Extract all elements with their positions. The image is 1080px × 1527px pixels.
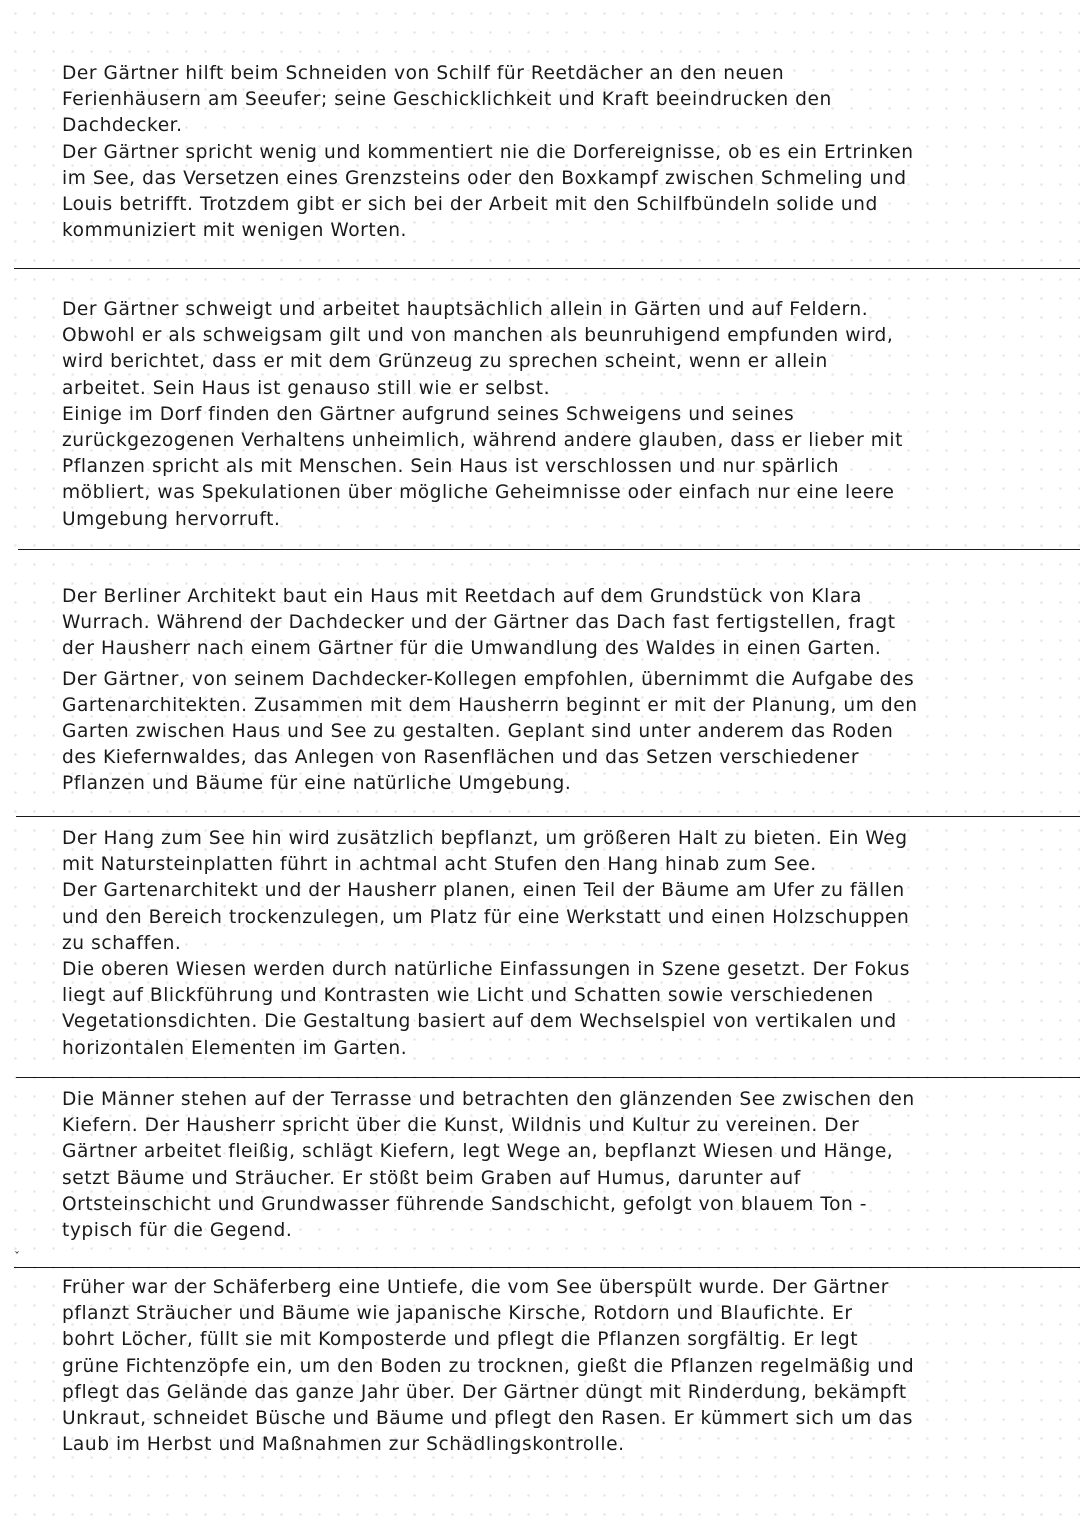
paragraph: Einige im Dorf finden den Gärtner aufgrund seines Schweigens und seines zurückgezogenen Verhaltens unheimlich, während andere glauben, dass er lieber mit Pflanzen spricht als mit Menschen. Sein Haus ist verschlossen und nur spärlich möbliert, was Spekulationen über mögliche Geheimnisse oder einfach nur eine leere Umgebung hervorruft. — [62, 403, 903, 530]
section-divider — [16, 1077, 1080, 1078]
paragraph: Die Männer stehen auf der Terrasse und betrachten den glänzenden See zwischen den Kiefern. Der Hausherr spricht über die Kunst, Wildnis und Kultur zu vereinen. Der Gärtner arbeitet fleißig, schlägt Kiefern, legt Wege an, bepflanzt Wiesen und Hänge, setzt Bäume und Sträucher. Er stößt beim Graben auf Humus, darunter auf Ortsteinschicht und Grundwasser führende Sandschicht, gefolgt von blauem Ton - typisch für die Gegend. — [62, 1089, 915, 1242]
text-section-4 — [62, 826, 1022, 1062]
margin-mark: ˇ — [14, 1250, 20, 1264]
section-divider — [14, 268, 1080, 269]
paragraph: Der Gärtner schweigt und arbeitet hauptsächlich allein in Gärten und auf Feldern. Obwohl er als schweigsam gilt und von manchen als beunruhigend empfunden wird, wird berichtet, dass er mit dem Grünzeug zu sprechen scheint, wenn er allein arbeitet. Sein Haus ist genauso still wie er selbst. — [62, 299, 894, 399]
paragraph: Der Gärtner hilft beim Schneiden von Schilf für Reetdächer an den neuen Ferienhäusern am Seeufer; seine Geschicklichkeit und Kraft beeindrucken den Dachdecker. — [62, 63, 832, 137]
section-divider — [16, 816, 1080, 817]
paragraph: Der Gartenarchitekt und der Hausherr planen, einen Teil der Bäume am Ufer zu fällen und den Bereich trockenzulegen, um Platz für eine Werkstatt und einen Holzschuppen zu schaffen. — [62, 880, 910, 954]
paragraph: Der Berliner Architekt baut ein Haus mit Reetdach auf dem Grundstück von Klara Wurrach. Während der Dachdecker und der Gärtner das Dach fast fertigstellen, fragt der Hausherr nach einem Gärtner für die Umwandlung des Waldes in einen Garten. — [62, 586, 896, 660]
text-section-2 — [62, 297, 1022, 533]
text-section-6 — [62, 1275, 1022, 1458]
paragraph: Der Gärtner, von seinem Dachdecker-Kollegen empfohlen, übernimmt die Aufgabe des Gartenarchitekten. Zusammen mit dem Hausherrn beginnt er mit der Planung, um den Garten zwischen Haus und See zu gestalten. Geplant sind unter anderem das Roden des Kiefernwaldes, das Anlegen von Rasenflächen und das Setzen verschiedener Pflanzen und Bäume für eine natürliche Umgebung. — [62, 668, 918, 795]
section-divider — [14, 1267, 1080, 1268]
paragraph: Der Hang zum See hin wird zusätzlich bepflanzt, um größeren Halt zu bieten. Ein Weg mit Natursteinplatten führt in achtmal acht Stufen den Hang hinab zum See. — [62, 828, 908, 876]
paragraph: Die oberen Wiesen werden durch natürliche Einfassungen in Szene gesetzt. Der Fokus liegt auf Blickführung und Kontrasten wie Licht und Schatten sowie verschiedenen Vegetationsdichten. Die Gestaltung basiert auf dem Wechselspiel von vertikalen und horizontalen Elementen im Garten. — [62, 959, 910, 1059]
paragraph: Der Gärtner spricht wenig und kommentiert nie die Dorfereignisse, ob es ein Ertrinken im See, das Versetzen eines Grenzsteins oder den Boxkampf zwischen Schmeling und Louis betrifft. Trotzdem gibt er sich bei der Arbeit mit den Schilfbündeln solide und kommuniziert mit wenigen Worten. — [62, 141, 914, 242]
text-section-5 — [62, 1087, 1022, 1244]
paragraph: Früher war der Schäferberg eine Untiefe, die vom See überspült wurde. Der Gärtner pflanzt Sträucher und Bäume wie japanische Kirsche, Rotdorn und Blaufichte. Er bohrt Löcher, füllt sie mit Komposterde und pflegt die Pflanzen sorgfältig. Er legt grüne Fichtenzöpfe ein, um den Boden zu trocknen, gießt die Pflanzen regelmäßig und pflegt das Gelände das ganze Jahr über. Der Gärtner düngt mit Rinderdung, bekämpft Unkraut, schneidet Büsche und Bäume und pflegt den Rasen. Er kümmert sich um das Laub im Herbst und Maßnahmen zur Schädlingskontrolle. — [62, 1277, 915, 1456]
text-section-3 — [62, 584, 1022, 798]
section-divider — [18, 549, 1080, 550]
text-section-1 — [62, 61, 1022, 244]
